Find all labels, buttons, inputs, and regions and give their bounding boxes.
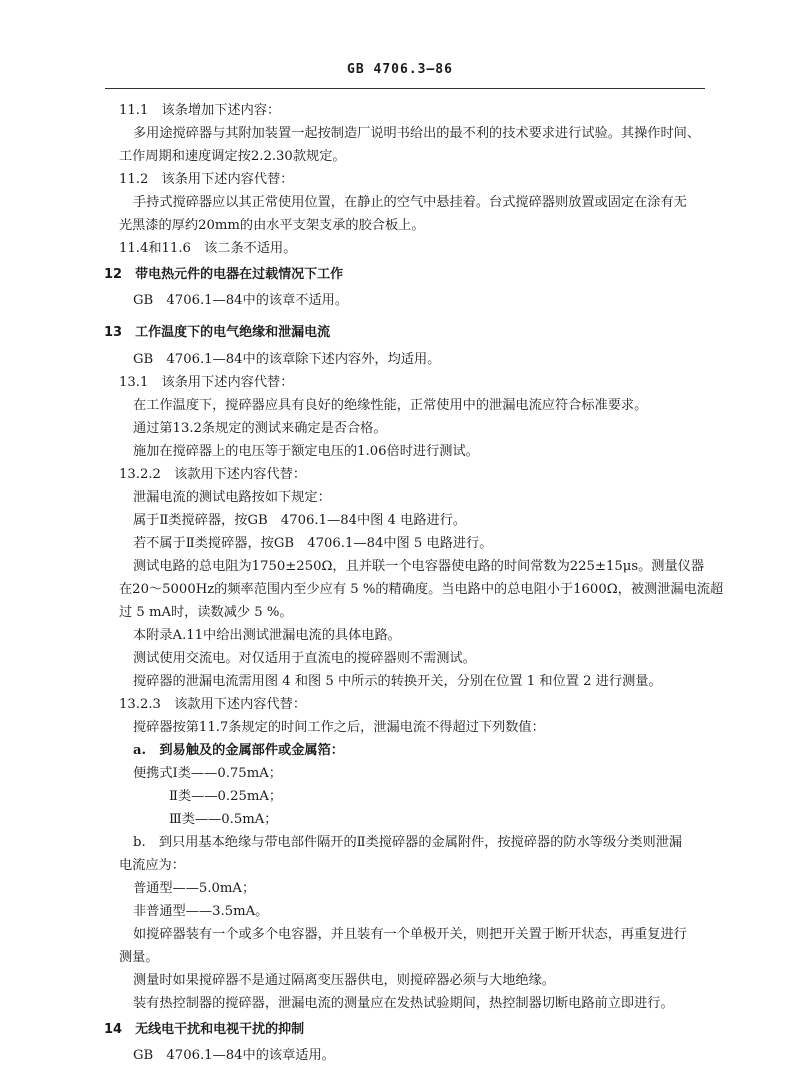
paragraph-line: 搅碎器的泄漏电流需用图 4 和图 5 中所示的转换开关，分别在位置 1 和位置 2 进行测量。 — [133, 674, 662, 689]
section-12-heading: 12 带电热元件的电器在过载情况下工作 — [104, 267, 344, 282]
paragraph-line: 在工作温度下，搅碎器应具有良好的绝缘性能，正常使用中的泄漏电流应符合标准要求。 — [133, 398, 648, 413]
limit-non-ordinary: 非普通型——3.5mA。 — [133, 904, 269, 919]
paragraph-line: GB 4706.1—84中的该章除下述内容外，均适用。 — [133, 352, 441, 367]
paragraph-line: 工作周期和速度调定按2.2.30款规定。 — [119, 149, 346, 164]
document-header: GB 4706.3—86 — [347, 62, 453, 77]
paragraph-line: 如搅碎器装有一个或多个电容器，并且装有一个单极开关，则把开关置于断开状态，再重复进行 — [133, 927, 687, 942]
paragraph-line: 泄漏电流的测试电路按如下规定： — [133, 490, 331, 505]
paragraph-line: 过 5 mA时，读数减少 5 %。 — [119, 605, 293, 620]
paragraph-line: 手持式搅碎器应以其正常使用位置，在静止的空气中悬挂着。台式搅碎器则放置或固定在涂有无 — [133, 195, 687, 210]
paragraph-line: 电流应为： — [119, 858, 185, 873]
header-rule — [105, 88, 705, 89]
clause-13-2-2: 13.2.2 该款用下述内容代替： — [119, 467, 307, 482]
paragraph-line: 搅碎器按第11.7条规定的时间工作之后，泄漏电流不得超过下列数值： — [133, 720, 545, 735]
paragraph-line: 施加在搅碎器上的电压等于额定电压的1.06倍时进行测试。 — [133, 444, 479, 459]
paragraph-line: 测量。 — [119, 950, 159, 965]
paragraph-line: 本附录A.11中给出测试泄漏电流的具体电路。 — [133, 628, 401, 643]
section-14-heading: 14 无线电干扰和电视干扰的抑制 — [104, 1022, 305, 1037]
clause-13-1: 13.1 该条用下述内容代替： — [119, 375, 294, 390]
clause-11-4-11-6: 11.4和11.6 该二条不适用。 — [119, 241, 297, 256]
paragraph-line: 测量时如果搅碎器不是通过隔离变压器供电，则搅碎器必须与大地绝缘。 — [133, 973, 555, 988]
clause-11-1: 11.1 该条增加下述内容： — [119, 103, 281, 118]
paragraph-line: GB 4706.1—84中的该章不适用。 — [133, 293, 349, 308]
limit-ordinary: 普通型——5.0mA； — [133, 881, 256, 896]
paragraph-line: GB 4706.1—84中的该章适用。 — [133, 1048, 335, 1063]
paragraph-line: 若不属于Ⅱ类搅碎器，按GB 4706.1—84中图 5 电路进行。 — [133, 536, 493, 551]
item-a: a. 到易触及的金属部件或金属箔： — [133, 743, 344, 758]
limit-class-2: Ⅱ类——0.25mA； — [169, 789, 283, 804]
limit-class-3: Ⅲ类——0.5mA； — [169, 812, 278, 827]
limit-class-1: 便携式Ⅰ类——0.75mA； — [133, 766, 282, 781]
clause-11-2: 11.2 该条用下述内容代替： — [119, 172, 294, 187]
paragraph-line: 通过第13.2条规定的测试来确定是否合格。 — [133, 421, 387, 436]
paragraph-line: 光黑漆的厚约20mm的由水平支架支承的胶合板上。 — [119, 218, 425, 233]
clause-13-2-3: 13.2.3 该款用下述内容代替： — [119, 697, 307, 712]
paragraph-line: 测试使用交流电。对仅适用于直流电的搅碎器则不需测试。 — [133, 651, 476, 666]
paragraph-line: 属于Ⅱ类搅碎器，按GB 4706.1—84中图 4 电路进行。 — [133, 513, 467, 528]
section-13-heading: 13 工作温度下的电气绝缘和泄漏电流 — [104, 325, 331, 340]
paragraph-line: 在20～5000Hz的频率范围内至少应有 5 %的精确度。当电路中的总电阻小于1600Ω，被测泄漏电流超 — [119, 582, 724, 597]
paragraph-line: 测试电路的总电阻为1750±250Ω，且并联一个电容器使电路的时间常数为225±15μs。测量仪器 — [133, 559, 705, 574]
paragraph-line: 装有热控制器的搅碎器，泄漏电流的测量应在发热试验期间，热控制器切断电路前立即进行。 — [133, 996, 674, 1011]
item-b: b. 到只用基本绝缘与带电部件隔开的Ⅱ类搅碎器的金属附件，按搅碎器的防水等级分类则泄漏 — [133, 835, 683, 850]
paragraph-line: 多用途搅碎器与其附加装置一起按制造厂说明书给出的最不利的技术要求进行试验。其操作时间、 — [133, 126, 701, 141]
